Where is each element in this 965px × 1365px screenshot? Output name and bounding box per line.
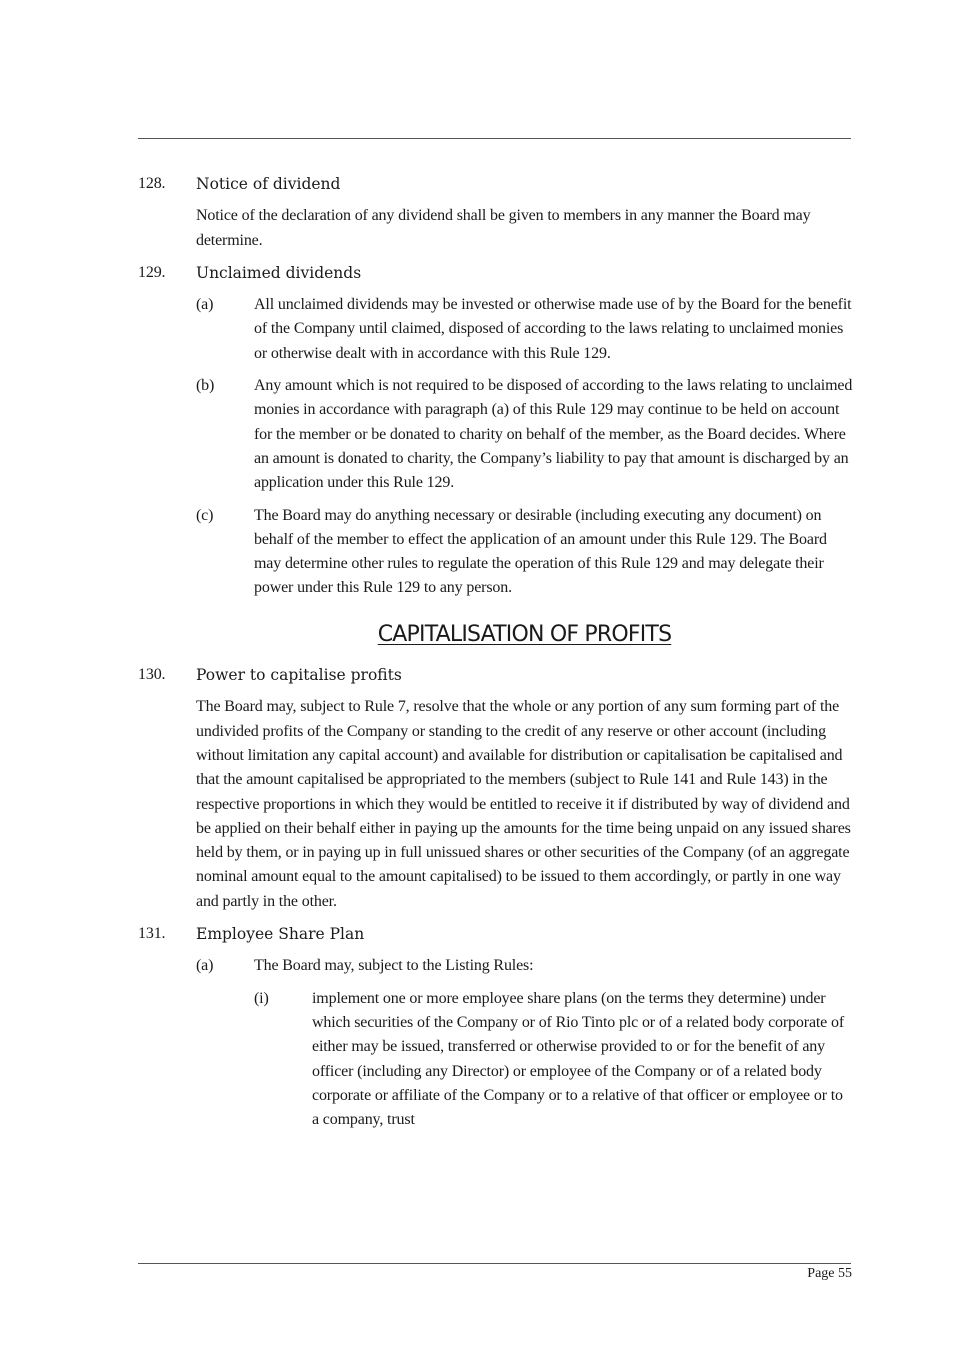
footer-rule bbox=[138, 1263, 851, 1264]
section-heading: CAPITALISATION OF PROFITS bbox=[377, 621, 672, 647]
item-label: (b) bbox=[196, 377, 215, 395]
subitem-text: implement one or more employee share plans (on the terms they determine) under which securities of the Company or of Rio Tinto plc or of a related body corporate of either may be issued, transferred or otherwise provided to or for the benefit of any officer (including any Director) or employee of the Company or of a related body corporate or affiliate of the Company or to a relative of that officer or employee or to a company, trust bbox=[312, 989, 845, 1129]
item-text: The Board may, subject to the Listing Rules: bbox=[254, 957, 534, 975]
page-number: Page 55 bbox=[807, 1266, 852, 1281]
item-label: (c) bbox=[196, 506, 214, 524]
item-label: (a) bbox=[196, 957, 214, 975]
clause-title: Employee Share Plan bbox=[196, 925, 365, 944]
clause-130-body: The Board may, subject to Rule 7, resolve that the whole or any portion of any sum forming part of the undivided profits of the Company or standing to the credit of any reserve or other account (including without limitation any capital account) and available for distribution or capitalisation be capitalised and that the amount capitalised be appropriated to the members (subject to Rule 141 and Rule 143) in the respective proportions in which they would be entitled to receive it if distributed by way of dividend and be applied on their behalf either in paying up the amounts for the time being unpaid on any issued shares held by them, or in paying up in full unissued shares or other securities of the Company (of an aggregate nominal amount equal to the amount capitalised) to be issued to them accordingly, or partly in one way and partly in the other. bbox=[196, 698, 851, 910]
clause-number: 128. bbox=[138, 175, 166, 192]
header-rule bbox=[138, 138, 851, 139]
clause-131-heading bbox=[138, 922, 853, 946]
clause-129-item-a bbox=[196, 293, 853, 366]
clause-number: 130. bbox=[138, 666, 166, 684]
item-text: Any amount which is not required to be disposed of according to the laws relating to unclaimed monies in accordance with paragraph (a) of this Rule 129 may continue to be held on account for the member or be donated to charity on behalf of the member, as the Board decides. Where an amount is donated to charity, the Company’s liability to pay that amount is discharged by an application under this Rule 129. bbox=[254, 377, 853, 492]
clause-130-heading bbox=[138, 663, 853, 687]
subitem-label: (i) bbox=[254, 989, 269, 1007]
clause-129-heading bbox=[138, 261, 853, 285]
item-label: (a) bbox=[196, 296, 214, 314]
clause-title: Power to capitalise profits bbox=[196, 666, 402, 685]
item-text: All unclaimed dividends may be invested or otherwise made use of by the Board for the benefit of the Company until claimed, disposed of according to the laws relating to unclaimed monies or otherwise dealt with in accordance with this Rule 129. bbox=[254, 296, 852, 362]
clause-128-heading bbox=[138, 172, 853, 196]
item-text: The Board may do anything necessary or desirable (including executing any document) on behalf of the member to effect the application of an amount under this Rule 129. The Board may determine other rules to regulate the operation of this Rule 129 and may delegate their power under this Rule 129 to any person. bbox=[254, 506, 827, 597]
clause-title: Unclaimed dividends bbox=[196, 263, 362, 282]
clause-number: 129. bbox=[138, 263, 166, 281]
clause-131-item-a bbox=[196, 954, 853, 978]
clause-128-body: Notice of the declaration of any dividend shall be given to members in any manner the Board may determine. bbox=[196, 207, 811, 249]
clause-number: 131. bbox=[138, 925, 166, 943]
clause-129-item-b bbox=[196, 374, 853, 495]
clause-title: Notice of dividend bbox=[196, 175, 341, 193]
clause-131-subitem-i bbox=[254, 987, 853, 1133]
document-body bbox=[138, 172, 853, 1140]
clause-129-item-c bbox=[196, 504, 853, 601]
